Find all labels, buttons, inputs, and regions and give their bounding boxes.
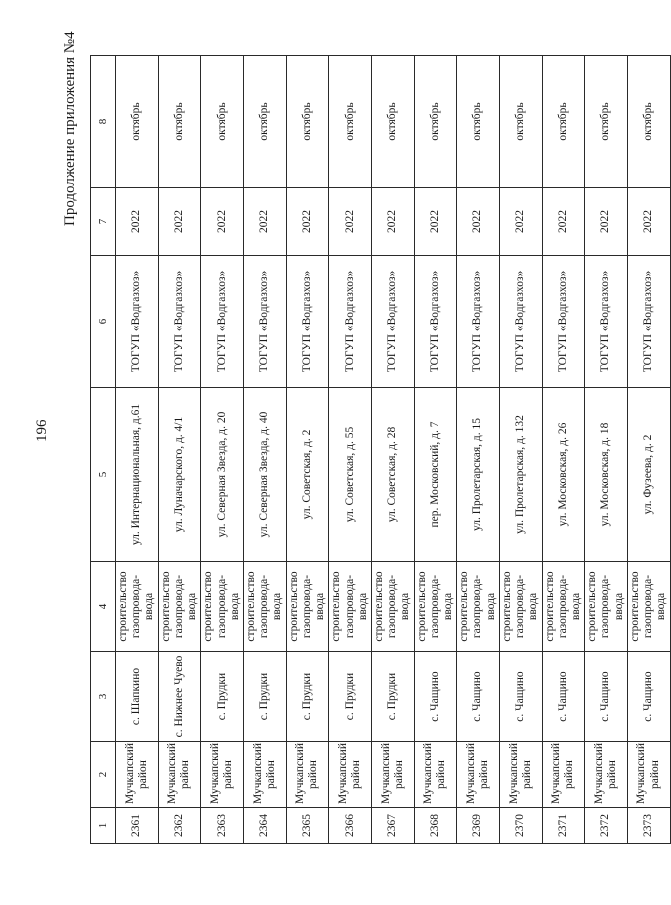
contractor-cell: ТОГУП «Водгазхоз» [627,256,670,388]
row-number: 2362 [158,808,201,844]
contractor-cell: ТОГУП «Водгазхоз» [457,256,500,388]
contractor-cell: ТОГУП «Водгазхоз» [585,256,628,388]
table-row [414,56,457,844]
table-row [201,56,244,844]
address-cell: ул. Московская, д. 18 [585,388,628,562]
settlement-cell: с. Прудки [286,652,329,742]
row-number: 2369 [457,808,500,844]
district-cell: Мучкапский район [329,742,372,808]
work-type-cell: строительство газопровода-ввода [585,562,628,652]
appendix-title: Продолжение приложения №4 [62,31,78,226]
district-cell: Мучкапский район [457,742,500,808]
address-cell: ул. Луначарского, д. 4/1 [158,388,201,562]
contractor-cell: ТОГУП «Водгазхоз» [201,256,244,388]
column-header: 1 [91,808,116,844]
table-row [116,56,159,844]
settlement-cell: с. Чащино [542,652,585,742]
district-cell: Мучкапский район [542,742,585,808]
address-cell: ул. Фузеева, д. 2 [627,388,670,562]
address-cell: ул. Советская, д. 2 [286,388,329,562]
work-type-cell: строительство газопровода-ввода [499,562,542,652]
column-header: 6 [91,256,116,388]
address-cell: ул. Интернациональная, д.61 [116,388,159,562]
month-cell: октябрь [542,56,585,188]
district-cell: Мучкапский район [243,742,286,808]
work-type-cell: строительство газопровода-ввода [116,562,159,652]
column-header: 7 [91,188,116,256]
contractor-cell: ТОГУП «Водгазхоз» [329,256,372,388]
year-cell: 2022 [158,188,201,256]
row-number: 2367 [371,808,414,844]
table-row [286,56,329,844]
district-cell: Мучкапский район [371,742,414,808]
month-cell: октябрь [499,56,542,188]
month-cell: октябрь [329,56,372,188]
column-header: 5 [91,388,116,562]
contractor-cell: ТОГУП «Водгазхоз» [371,256,414,388]
table-row [243,56,286,844]
column-header: 3 [91,652,116,742]
contractor-cell: ТОГУП «Водгазхоз» [158,256,201,388]
row-number: 2370 [499,808,542,844]
column-header: 8 [91,56,116,188]
table-row [499,56,542,844]
table-row [457,56,500,844]
work-type-cell: строительство газопровода-ввода [329,562,372,652]
object-table [90,55,671,844]
settlement-cell: с. Нижнее Чуево [158,652,201,742]
settlement-cell: с. Шапкино [116,652,159,742]
column-header: 2 [91,742,116,808]
year-cell: 2022 [585,188,628,256]
month-cell: октябрь [414,56,457,188]
year-cell: 2022 [414,188,457,256]
row-number: 2364 [243,808,286,844]
address-cell: ул. Советская, д. 28 [371,388,414,562]
year-cell: 2022 [457,188,500,256]
work-type-cell: строительство газопровода-ввода [414,562,457,652]
page-number: 196 [34,419,50,442]
table-row [329,56,372,844]
column-header: 4 [91,562,116,652]
month-cell: октябрь [627,56,670,188]
month-cell: октябрь [243,56,286,188]
work-type-cell: строительство газопровода-ввода [371,562,414,652]
table-row [627,56,670,844]
year-cell: 2022 [499,188,542,256]
row-number: 2368 [414,808,457,844]
district-cell: Мучкапский район [499,742,542,808]
work-type-cell: строительство газопровода-ввода [457,562,500,652]
contractor-cell: ТОГУП «Водгазхоз» [414,256,457,388]
year-cell: 2022 [542,188,585,256]
district-cell: Мучкапский район [158,742,201,808]
contractor-cell: ТОГУП «Водгазхоз» [542,256,585,388]
district-cell: Мучкапский район [286,742,329,808]
address-cell: ул. Северная Звезда, д. 20 [201,388,244,562]
month-cell: октябрь [116,56,159,188]
settlement-cell: с. Чащино [499,652,542,742]
month-cell: октябрь [371,56,414,188]
work-type-cell: строительство газопровода-ввода [542,562,585,652]
year-cell: 2022 [243,188,286,256]
year-cell: 2022 [286,188,329,256]
table-row [585,56,628,844]
settlement-cell: с. Чащино [585,652,628,742]
work-type-cell: строительство газопровода-ввода [158,562,201,652]
year-cell: 2022 [116,188,159,256]
settlement-cell: с. Чащино [457,652,500,742]
table-row [371,56,414,844]
month-cell: октябрь [158,56,201,188]
address-cell: ул. Пролетарская, д. 15 [457,388,500,562]
address-cell: ул. Пролетарская, д. 132 [499,388,542,562]
row-number: 2363 [201,808,244,844]
address-cell: ул. Северная Звезда, д. 40 [243,388,286,562]
contractor-cell: ТОГУП «Водгазхоз» [243,256,286,388]
row-number: 2372 [585,808,628,844]
district-cell: Мучкапский район [414,742,457,808]
table-row [158,56,201,844]
settlement-cell: с. Чащино [414,652,457,742]
year-cell: 2022 [201,188,244,256]
table-header-row [91,56,116,844]
month-cell: октябрь [201,56,244,188]
row-number: 2365 [286,808,329,844]
row-number: 2366 [329,808,372,844]
settlement-cell: с. Прудки [329,652,372,742]
year-cell: 2022 [627,188,670,256]
contractor-cell: ТОГУП «Водгазхоз» [286,256,329,388]
settlement-cell: с. Прудки [201,652,244,742]
month-cell: октябрь [457,56,500,188]
district-cell: Мучкапский район [585,742,628,808]
work-type-cell: строительство газопровода-ввода [201,562,244,652]
district-cell: Мучкапский район [627,742,670,808]
address-cell: пер. Московский, д. 7 [414,388,457,562]
settlement-cell: с. Прудки [243,652,286,742]
row-number: 2371 [542,808,585,844]
contractor-cell: ТОГУП «Водгазхоз» [499,256,542,388]
settlement-cell: с. Чащино [627,652,670,742]
district-cell: Мучкапский район [201,742,244,808]
district-cell: Мучкапский район [116,742,159,808]
contractor-cell: ТОГУП «Водгазхоз» [116,256,159,388]
row-number: 2373 [627,808,670,844]
work-type-cell: строительство газопровода-ввода [243,562,286,652]
year-cell: 2022 [329,188,372,256]
work-type-cell: строительство газопровода-ввода [627,562,670,652]
month-cell: октябрь [585,56,628,188]
address-cell: ул. Московская, д. 26 [542,388,585,562]
work-type-cell: строительство газопровода-ввода [286,562,329,652]
settlement-cell: с. Прудки [371,652,414,742]
month-cell: октябрь [286,56,329,188]
address-cell: ул. Советская, д. 55 [329,388,372,562]
row-number: 2361 [116,808,159,844]
year-cell: 2022 [371,188,414,256]
table-row [542,56,585,844]
document-table-frame [90,56,668,844]
